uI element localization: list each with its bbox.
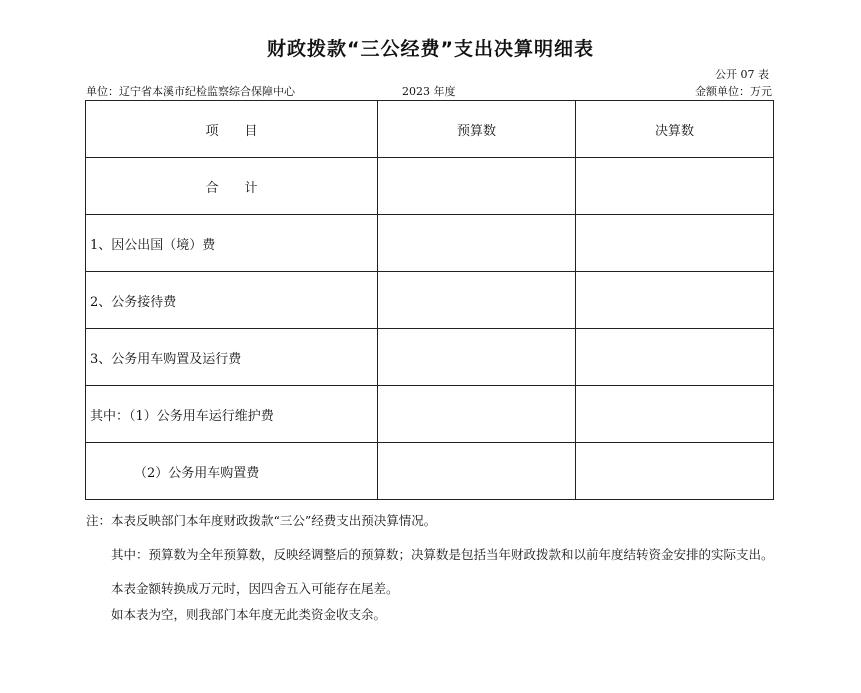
year-label: 2023 年度	[402, 85, 456, 98]
notes-section	[86, 511, 778, 625]
final-cell	[576, 386, 774, 443]
budget-cell	[378, 443, 576, 500]
expense-table	[85, 100, 774, 500]
money-unit-label: 金额单位：万元	[695, 85, 772, 98]
note-paragraph: 如本表为空，则我部门本年度无此类资金收支余。	[111, 607, 387, 622]
final-cell	[576, 329, 774, 386]
table-row-total	[86, 158, 774, 215]
final-cell	[576, 215, 774, 272]
note-paragraph: 其中：预算数为全年预算数，反映经调整后的预算数；决算数是包括当年财政拨款和以前年度结转资金安排的实际支出。	[111, 547, 774, 562]
table-row-vehicle-maintenance	[86, 386, 774, 443]
column-header-item: 项 目	[86, 101, 378, 158]
final-cell	[576, 443, 774, 500]
row-label: 3、公务用车购置及运行费	[86, 329, 378, 386]
column-header-final: 决算数	[576, 101, 774, 158]
row-label: 合 计	[86, 158, 378, 215]
table-row-vehicle-purchase	[86, 443, 774, 500]
meta-row	[86, 83, 772, 99]
form-code: 公开 07 表	[715, 68, 769, 81]
final-cell	[576, 158, 774, 215]
budget-cell	[378, 329, 576, 386]
page-title: 财政拨款“三公经费”支出决算明细表	[267, 38, 594, 60]
row-label: 其中：（1）公务用车运行维护费	[86, 386, 378, 443]
budget-cell	[378, 272, 576, 329]
note-paragraph: 本表金额转换成万元时，因四舍五入可能存在尾差。	[111, 581, 399, 596]
note-paragraph: 注：本表反映部门本年度财政拨款“三公”经费支出预决算情况。	[86, 513, 437, 528]
table-row-overseas	[86, 215, 774, 272]
column-header-budget: 预算数	[378, 101, 576, 158]
row-label: 1、因公出国（境）费	[86, 215, 378, 272]
unit-label: 单位：辽宁省本溪市纪检监察综合保障中心	[86, 85, 295, 98]
budget-cell	[378, 215, 576, 272]
row-label: 2、公务接待费	[86, 272, 378, 329]
final-cell	[576, 272, 774, 329]
table-header-row	[86, 101, 774, 158]
budget-cell	[378, 386, 576, 443]
table-row-vehicle	[86, 329, 774, 386]
table-row-reception	[86, 272, 774, 329]
row-label: （2）公务用车购置费	[86, 443, 378, 500]
budget-cell	[378, 158, 576, 215]
